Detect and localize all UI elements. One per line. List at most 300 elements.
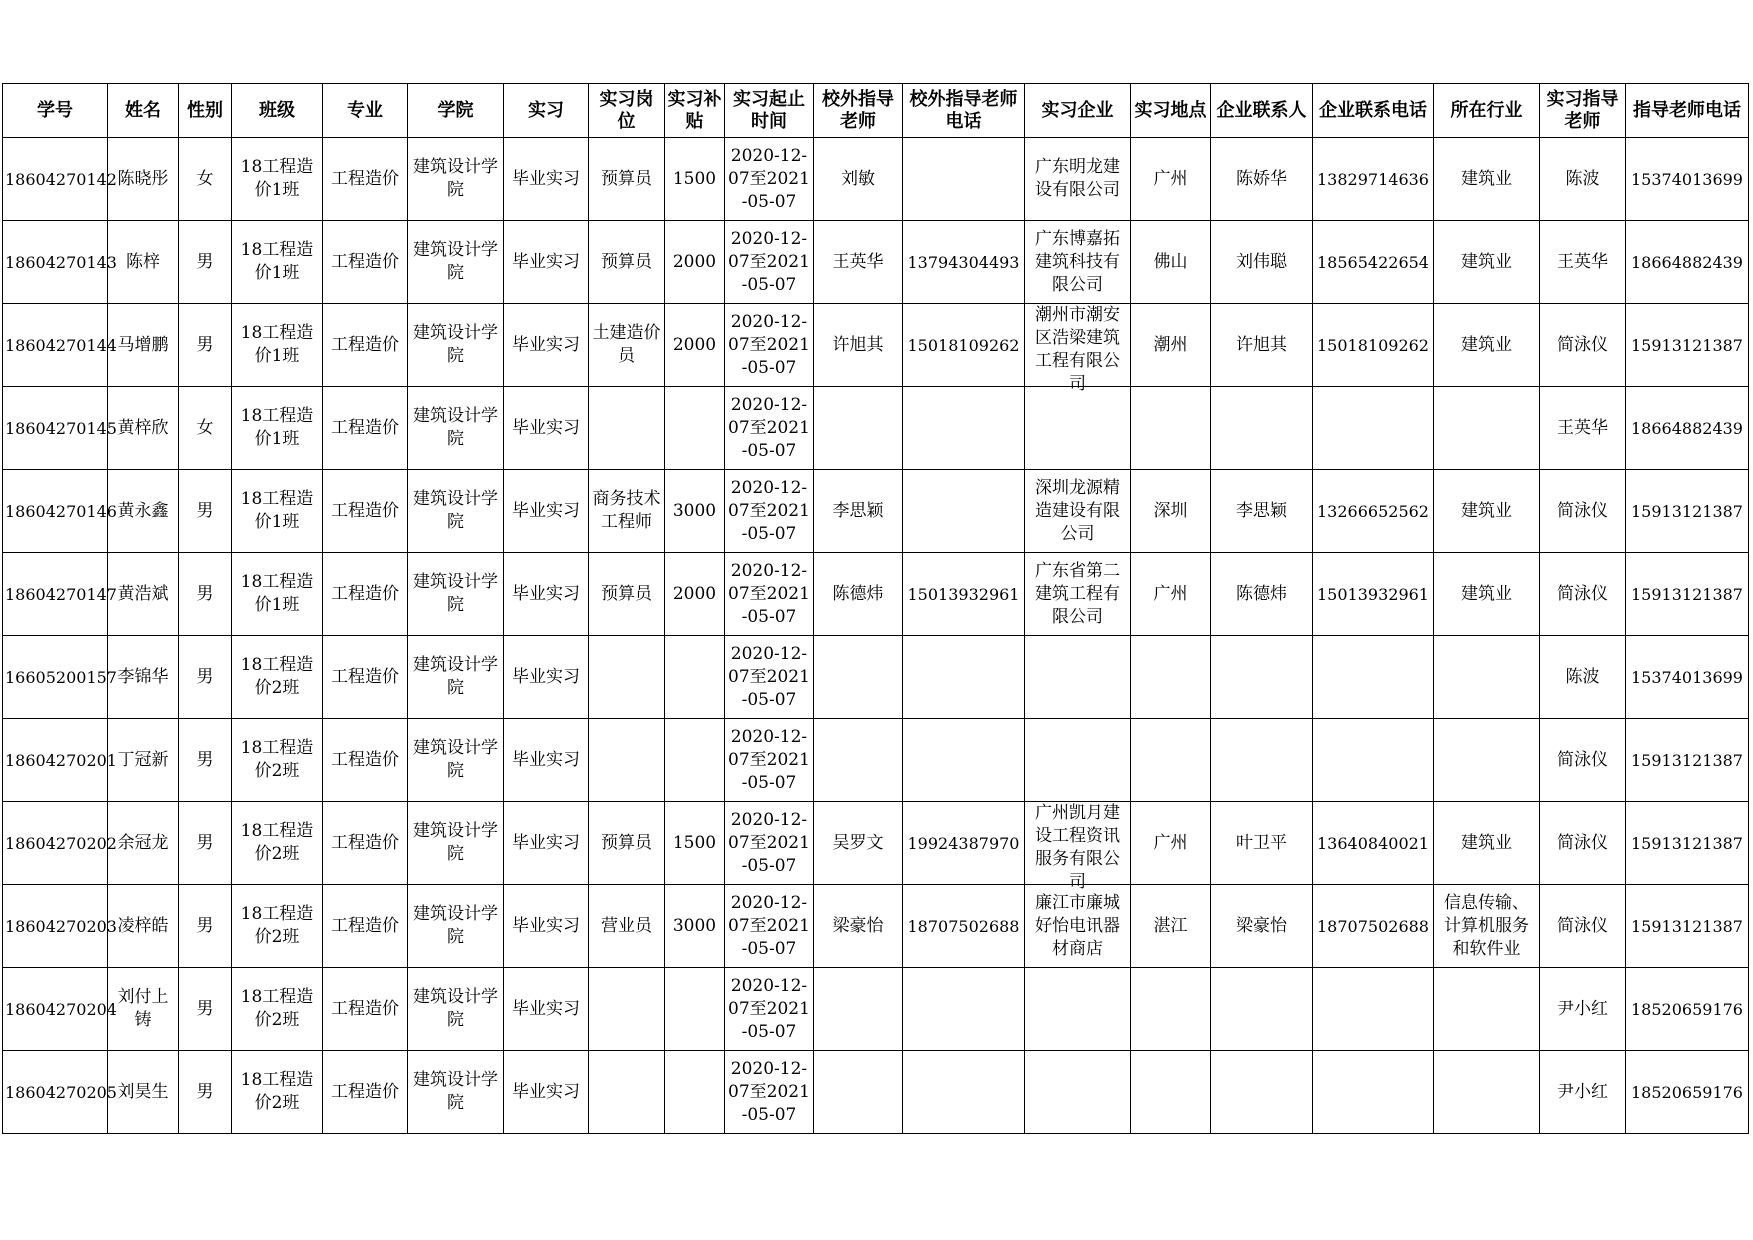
cell-text: 潮州: [1153, 334, 1188, 355]
cell-text: 18工程造价2班: [240, 655, 314, 698]
cell-text: 15018109262: [907, 335, 1020, 355]
cell-company-contact: [1211, 885, 1313, 968]
cell-text: 毕业实习: [512, 251, 580, 272]
cell-advisor-phone: [1626, 802, 1749, 885]
cell-text: 18604270202: [5, 833, 117, 853]
cell-class: [232, 1051, 323, 1134]
internship-sheet: [2, 83, 1749, 1134]
cell-text: 女: [196, 168, 214, 189]
cell-internship-location: [1131, 138, 1211, 221]
header-company-contact-phone: 企业联系电话: [1313, 84, 1434, 138]
cell-text: 刘伟聪: [1236, 251, 1287, 272]
cell-text: 王英华: [832, 251, 884, 272]
cell-internship-location: [1131, 304, 1211, 387]
cell-gender: [179, 719, 232, 802]
cell-internship-company: [1025, 304, 1131, 394]
cell-text: 毕业实习: [512, 915, 580, 936]
cell-company-contact-phone: [1313, 968, 1434, 1051]
cell-gender: [179, 1051, 232, 1134]
cell-text: 3000: [672, 500, 717, 521]
cell-gender: [179, 885, 232, 968]
cell-text: 湛江: [1153, 915, 1188, 936]
cell-text: 2020-12-07至2021-05-07: [728, 975, 810, 1042]
cell-text: 工程造价: [331, 500, 399, 521]
cell-company-contact-phone: [1313, 719, 1434, 802]
cell-text: 男: [196, 915, 214, 936]
cell-internship-advisor: [1540, 802, 1626, 885]
cell-external-mentor: [814, 968, 903, 1051]
cell-text: 黄浩斌: [117, 583, 169, 604]
cell-college: [408, 387, 504, 470]
cell-gender: [179, 802, 232, 885]
cell-major: [323, 719, 408, 802]
cell-text: 简泳仪: [1557, 583, 1608, 604]
header-gender: 性别: [179, 84, 232, 138]
cell-text: 建筑业: [1461, 832, 1512, 853]
cell-gender: [179, 387, 232, 470]
cell-internship-location: [1131, 636, 1211, 719]
cell-company-contact-phone: [1313, 470, 1434, 553]
cell-text: 毕业实习: [512, 998, 580, 1019]
cell-text: 建筑设计学院: [413, 572, 498, 615]
cell-text: 工程造价: [331, 915, 399, 936]
cell-text: 15913121387: [1631, 916, 1743, 936]
cell-college: [408, 221, 504, 304]
cell-class: [232, 885, 323, 968]
cell-advisor-phone: [1626, 304, 1749, 387]
cell-advisor-phone: [1626, 470, 1749, 553]
cell-text: 15913121387: [1631, 501, 1743, 521]
cell-external-mentor: [814, 553, 903, 636]
table-row: [3, 1051, 1749, 1134]
cell-text: 18604270147: [5, 584, 117, 604]
cell-advisor-phone: [1626, 138, 1749, 221]
cell-text: 15913121387: [1631, 584, 1743, 604]
cell-internship-advisor: [1540, 387, 1626, 470]
cell-industry: [1434, 885, 1540, 968]
cell-internship-advisor: [1540, 553, 1626, 636]
header-external-mentor-phone: 校外指导老师电话: [903, 84, 1025, 138]
cell-class: [232, 138, 323, 221]
cell-text: 男: [196, 666, 214, 687]
cell-text: 尹小红: [1557, 998, 1608, 1019]
table-row: [3, 636, 1749, 719]
header-industry: 所在行业: [1434, 84, 1540, 138]
cell-external-mentor-phone: [903, 221, 1025, 304]
cell-text: 建筑业: [1461, 583, 1512, 604]
cell-text: 潮州市潮安区浩梁建筑工程有限公司: [1035, 305, 1120, 394]
cell-internship-type: [504, 885, 589, 968]
cell-text: 15913121387: [1631, 335, 1743, 355]
cell-student-id: [3, 802, 117, 885]
cell-internship-location: [1131, 470, 1211, 553]
cell-text: 2000: [672, 583, 717, 604]
cell-student-id: [3, 304, 117, 387]
cell-text: 18工程造价1班: [240, 157, 314, 200]
cell-internship-subsidy: [665, 885, 725, 968]
cell-class: [232, 387, 323, 470]
cell-internship-type: [504, 968, 589, 1051]
cell-internship-location: [1131, 719, 1211, 802]
cell-text: 丁冠新: [117, 749, 169, 770]
cell-internship-position: [589, 802, 665, 885]
cell-text: 18工程造价2班: [240, 904, 314, 947]
cell-text: 广州: [1153, 832, 1188, 853]
cell-internship-location: [1131, 968, 1211, 1051]
cell-internship-location: [1131, 221, 1211, 304]
cell-text: 陈娇华: [1236, 168, 1287, 189]
cell-text: 2020-12-07至2021-05-07: [728, 892, 810, 959]
cell-external-mentor: [814, 636, 903, 719]
cell-college: [408, 553, 504, 636]
cell-text: 陈德炜: [1236, 583, 1287, 604]
cell-text: 陈晓彤: [117, 168, 169, 189]
cell-text: 梁豪怡: [1236, 915, 1287, 936]
cell-text: 工程造价: [331, 998, 399, 1019]
cell-text: 毕业实习: [512, 334, 580, 355]
cell-internship-location: [1131, 885, 1211, 968]
cell-text: 男: [196, 998, 214, 1019]
cell-text: 2020-12-07至2021-05-07: [728, 228, 810, 295]
cell-text: 许旭其: [832, 334, 884, 355]
cell-text: 15913121387: [1631, 833, 1743, 853]
cell-text: 男: [196, 1081, 214, 1102]
cell-text: 工程造价: [331, 583, 399, 604]
cell-text: 2000: [672, 251, 717, 272]
cell-internship-subsidy: [665, 221, 725, 304]
cell-company-contact: [1211, 802, 1313, 885]
cell-internship-company: [1025, 1051, 1131, 1134]
cell-internship-type: [504, 138, 589, 221]
cell-text: 18604270144: [5, 335, 117, 355]
cell-text: 15013932961: [907, 584, 1020, 604]
cell-text: 建筑设计学院: [413, 1070, 498, 1113]
cell-internship-position: [589, 304, 665, 387]
cell-external-mentor: [814, 1051, 903, 1134]
cell-text: 毕业实习: [512, 832, 580, 853]
cell-text: 马增鹏: [117, 334, 169, 355]
cell-company-contact: [1211, 636, 1313, 719]
cell-name: [108, 387, 179, 470]
cell-major: [323, 968, 408, 1051]
table-row: [3, 885, 1749, 968]
table-row: [3, 719, 1749, 802]
cell-text: 13794304493: [907, 252, 1020, 272]
cell-text: 工程造价: [331, 749, 399, 770]
cell-advisor-phone: [1626, 719, 1749, 802]
cell-company-contact: [1211, 553, 1313, 636]
cell-text: 建筑设计学院: [413, 489, 498, 532]
cell-text: 毕业实习: [512, 500, 580, 521]
cell-student-id: [3, 387, 117, 470]
cell-name: [108, 885, 179, 968]
cell-external-mentor-phone: [903, 885, 1025, 968]
cell-company-contact-phone: [1313, 802, 1434, 885]
cell-text: 19924387970: [907, 833, 1020, 853]
cell-text: 深圳: [1153, 500, 1188, 521]
cell-internship-type: [504, 802, 589, 885]
cell-internship-position: [589, 636, 665, 719]
cell-internship-company: [1025, 387, 1131, 470]
internship-table: [2, 83, 1749, 1134]
cell-company-contact: [1211, 138, 1313, 221]
cell-text: 广州: [1153, 168, 1188, 189]
cell-industry: [1434, 802, 1540, 885]
cell-advisor-phone: [1626, 387, 1749, 470]
cell-text: 叶卫平: [1236, 832, 1287, 853]
cell-industry: [1434, 719, 1540, 802]
cell-company-contact-phone: [1313, 553, 1434, 636]
table-row: [3, 470, 1749, 553]
cell-external-mentor: [814, 470, 903, 553]
cell-company-contact-phone: [1313, 1051, 1434, 1134]
header-internship-company: 实习企业: [1025, 84, 1131, 138]
cell-text: 陈梓: [126, 251, 160, 272]
cell-internship-advisor: [1540, 470, 1626, 553]
cell-internship-subsidy: [665, 304, 725, 387]
cell-text: 预算员: [601, 168, 652, 189]
cell-company-contact: [1211, 470, 1313, 553]
cell-text: 18565422654: [1317, 252, 1429, 272]
cell-internship-advisor: [1540, 304, 1626, 387]
cell-internship-position: [589, 553, 665, 636]
cell-text: 工程造价: [331, 168, 399, 189]
cell-text: 深圳龙源精造建设有限公司: [1035, 477, 1120, 544]
cell-text: 建筑业: [1461, 334, 1512, 355]
cell-internship-advisor: [1540, 885, 1626, 968]
cell-student-id: [3, 138, 117, 221]
cell-external-mentor: [814, 304, 903, 387]
cell-internship-position: [589, 138, 665, 221]
cell-gender: [179, 304, 232, 387]
cell-text: 15018109262: [1317, 335, 1429, 355]
cell-text: 18工程造价1班: [240, 323, 314, 366]
cell-text: 预算员: [601, 251, 652, 272]
cell-internship-subsidy: [665, 1051, 725, 1134]
cell-text: 13640840021: [1317, 833, 1429, 853]
cell-text: 18664882439: [1631, 252, 1743, 272]
header-internship-position: 实习岗位: [589, 84, 665, 138]
cell-major: [323, 553, 408, 636]
cell-text: 15374013699: [1631, 667, 1743, 687]
cell-text: 18604270203: [5, 916, 117, 936]
cell-internship-advisor: [1540, 719, 1626, 802]
cell-gender: [179, 221, 232, 304]
cell-company-contact-phone: [1313, 636, 1434, 719]
cell-text: 18604270142: [5, 169, 117, 189]
cell-major: [323, 802, 408, 885]
cell-internship-position: [589, 885, 665, 968]
cell-student-id: [3, 553, 117, 636]
cell-internship-subsidy: [665, 968, 725, 1051]
cell-internship-position: [589, 719, 665, 802]
cell-internship-subsidy: [665, 553, 725, 636]
cell-college: [408, 885, 504, 968]
cell-internship-advisor: [1540, 968, 1626, 1051]
cell-text: 18工程造价2班: [240, 1070, 314, 1113]
cell-text: 信息传输、计算机服务和软件业: [1444, 892, 1529, 959]
cell-industry: [1434, 470, 1540, 553]
cell-internship-subsidy: [665, 719, 725, 802]
cell-internship-position: [589, 968, 665, 1051]
cell-internship-location: [1131, 553, 1211, 636]
cell-college: [408, 1051, 504, 1134]
cell-industry: [1434, 1051, 1540, 1134]
table-row: [3, 968, 1749, 1051]
cell-text: 陈德炜: [832, 583, 884, 604]
cell-text: 2020-12-07至2021-05-07: [728, 809, 810, 876]
cell-industry: [1434, 636, 1540, 719]
cell-text: 工程造价: [331, 832, 399, 853]
cell-text: 工程造价: [331, 251, 399, 272]
cell-text: 18工程造价1班: [240, 240, 314, 283]
cell-text: 15374013699: [1631, 169, 1743, 189]
cell-text: 预算员: [601, 583, 652, 604]
cell-company-contact: [1211, 221, 1313, 304]
cell-internship-type: [504, 387, 589, 470]
header-student-id: 学号: [3, 84, 108, 138]
cell-text: 尹小红: [1557, 1081, 1608, 1102]
cell-text: 李思颖: [1236, 500, 1287, 521]
cell-internship-period: [725, 221, 814, 304]
cell-text: 18664882439: [1631, 418, 1743, 438]
cell-text: 18604270201: [5, 750, 117, 770]
cell-major: [323, 304, 408, 387]
cell-text: 1500: [672, 168, 717, 189]
table-row: [3, 221, 1749, 304]
cell-text: 2020-12-07至2021-05-07: [728, 1058, 810, 1125]
cell-text: 工程造价: [331, 417, 399, 438]
cell-internship-period: [725, 719, 814, 802]
cell-text: 18工程造价1班: [240, 489, 314, 532]
cell-external-mentor-phone: [903, 553, 1025, 636]
cell-text: 毕业实习: [512, 417, 580, 438]
cell-major: [323, 387, 408, 470]
cell-internship-company: [1025, 885, 1131, 968]
cell-text: 18工程造价1班: [240, 406, 314, 449]
cell-internship-period: [725, 802, 814, 885]
cell-internship-period: [725, 138, 814, 221]
cell-text: 男: [196, 832, 214, 853]
cell-text: 王英华: [1557, 417, 1608, 438]
cell-class: [232, 553, 323, 636]
cell-text: 男: [196, 500, 214, 521]
cell-student-id: [3, 719, 117, 802]
cell-text: 毕业实习: [512, 168, 580, 189]
cell-text: 毕业实习: [512, 749, 580, 770]
cell-company-contact: [1211, 719, 1313, 802]
cell-student-id: [3, 1051, 117, 1134]
cell-text: 建筑设计学院: [413, 240, 498, 283]
cell-text: 18604270145: [5, 418, 117, 438]
cell-text: 18604270146: [5, 501, 117, 521]
cell-internship-company: [1025, 138, 1131, 221]
cell-text: 建筑设计学院: [413, 821, 498, 864]
cell-text: 广东明龙建设有限公司: [1035, 157, 1120, 200]
cell-text: 13829714636: [1317, 169, 1429, 189]
cell-company-contact: [1211, 304, 1313, 387]
cell-internship-advisor: [1540, 138, 1626, 221]
header-row: [3, 84, 1749, 138]
cell-text: 18707502688: [1317, 916, 1429, 936]
cell-student-id: [3, 885, 117, 968]
cell-internship-company: [1025, 470, 1131, 553]
cell-text: 工程造价: [331, 1081, 399, 1102]
cell-text: 广州: [1153, 583, 1188, 604]
cell-company-contact-phone: [1313, 138, 1434, 221]
table-row: [3, 304, 1749, 387]
cell-advisor-phone: [1626, 1051, 1749, 1134]
cell-text: 18604270143: [5, 252, 117, 272]
cell-name: [108, 138, 179, 221]
cell-internship-type: [504, 470, 589, 553]
cell-internship-position: [589, 221, 665, 304]
cell-college: [408, 636, 504, 719]
cell-company-contact: [1211, 968, 1313, 1051]
header-class: 班级: [232, 84, 323, 138]
header-internship-location: 实习地点: [1131, 84, 1211, 138]
cell-external-mentor-phone: [903, 387, 1025, 470]
cell-text: 18工程造价2班: [240, 821, 314, 864]
cell-text: 1500: [672, 832, 717, 853]
cell-text: 工程造价: [331, 666, 399, 687]
cell-internship-subsidy: [665, 138, 725, 221]
cell-name: [108, 470, 179, 553]
cell-text: 毕业实习: [512, 1081, 580, 1102]
cell-internship-location: [1131, 802, 1211, 885]
cell-internship-type: [504, 636, 589, 719]
table-row: [3, 553, 1749, 636]
cell-text: 工程造价: [331, 334, 399, 355]
header-major: 专业: [323, 84, 408, 138]
cell-text: 男: [196, 251, 214, 272]
cell-class: [232, 802, 323, 885]
cell-text: 15913121387: [1631, 750, 1743, 770]
cell-text: 李思颖: [832, 500, 884, 521]
cell-advisor-phone: [1626, 968, 1749, 1051]
header-name: 姓名: [108, 84, 179, 138]
cell-college: [408, 304, 504, 387]
cell-name: [108, 636, 179, 719]
cell-text: 刘付上铸: [117, 987, 169, 1030]
cell-text: 2020-12-07至2021-05-07: [728, 145, 810, 212]
header-advisor-phone: 指导老师电话: [1626, 84, 1749, 138]
cell-internship-company: [1025, 636, 1131, 719]
cell-text: 许旭其: [1236, 334, 1287, 355]
cell-gender: [179, 553, 232, 636]
cell-text: 建筑设计学院: [413, 157, 498, 200]
cell-text: 15013932961: [1317, 584, 1429, 604]
cell-company-contact-phone: [1313, 304, 1434, 387]
cell-college: [408, 719, 504, 802]
cell-name: [108, 221, 179, 304]
cell-text: 建筑设计学院: [413, 655, 498, 698]
cell-internship-type: [504, 553, 589, 636]
cell-advisor-phone: [1626, 885, 1749, 968]
cell-external-mentor-phone: [903, 470, 1025, 553]
cell-company-contact-phone: [1313, 885, 1434, 968]
cell-internship-company: [1025, 719, 1131, 802]
cell-company-contact: [1211, 1051, 1313, 1134]
cell-major: [323, 470, 408, 553]
cell-text: 商务技术工程师: [592, 489, 661, 532]
cell-text: 余冠龙: [117, 832, 169, 853]
cell-text: 简泳仪: [1557, 749, 1608, 770]
cell-college: [408, 470, 504, 553]
cell-college: [408, 802, 504, 885]
cell-student-id: [3, 221, 117, 304]
cell-text: 男: [196, 334, 214, 355]
